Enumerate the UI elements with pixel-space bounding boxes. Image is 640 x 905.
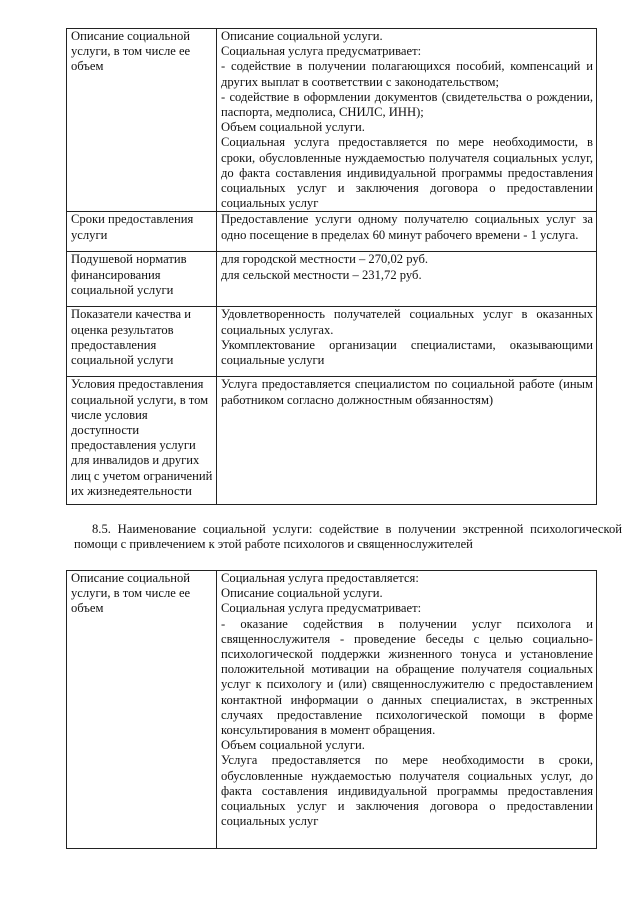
table-row [67, 571, 597, 849]
text-line: Социальная услуга предоставляется: [221, 571, 419, 585]
row-value [217, 571, 597, 849]
text-line: Социальная услуга предусматривает: [221, 44, 422, 59]
table-row [67, 307, 597, 377]
service-table-2 [66, 570, 597, 849]
row-value [217, 377, 597, 505]
text-line: Услуга предоставляется специалистом по социальной работе (иным работником согласно должностным обязанностям) [221, 377, 593, 407]
text-line: Социальная услуга предоставляется по мере необходимости, в сроки, обусловленные нуждаемостью получателя социальных услуг, до факта составления индивидуальной программы предоставления социальных услуг и заключения договора о предоставлении социальных услуг [221, 135, 593, 211]
section-heading: 8.5. Наименование социальной услуги: содействие в получении экстренной психологической помощи с привлечением к этой работе психологов и священнослужителей [74, 522, 622, 552]
row-label: Описание социальной услуги, в том числе ее объем [67, 29, 217, 212]
table-row [67, 212, 597, 252]
row-value [217, 212, 597, 252]
row-label: Подушевой норматив финансирования социальной услуги [67, 252, 217, 307]
text-line: Услуга предоставляется по мере необходимости в сроки, обусловленные нуждаемостью получателя социальных услуг, до факта составления индивидуальной программы предоставления социальных услуг и заключения договора о предоставлении социальных услуг [221, 753, 593, 829]
text-line: для городской местности – 270,02 руб. [221, 252, 429, 267]
table-row [67, 252, 597, 307]
text-line: Объем социальной услуги. [221, 120, 365, 135]
text-line: Предоставление услуги одному получателю социальных услуг за одно посещение в пределах 60 минут рабочего времени - 1 услуга. [221, 212, 593, 242]
service-table-1 [66, 28, 597, 505]
row-label: Описание социальной услуги, в том числе ее объем [67, 571, 217, 849]
row-value [217, 252, 597, 307]
row-label: Условия предоставления социальной услуги, в том числе условия доступности предоставления услуги для инвалидов и других лиц с учетом ограничений их жизнедеятельности [67, 377, 217, 505]
text-line: Описание социальной услуги. [221, 29, 383, 43]
text-line: Социальная услуга предусматривает: [221, 601, 422, 616]
table-row [67, 29, 597, 212]
text-line: Укомплектование организации специалистами, оказывающими социальные услуги [221, 337, 593, 368]
text-line: - содействие в получении полагающихся пособий, компенсаций и других выплат в соответствии с законодательством; [221, 59, 593, 89]
text-line: для сельской местности – 231,72 руб. [221, 267, 422, 282]
text-line: Удовлетворенность получателей социальных услуг в оказанных социальных услугах. [221, 307, 593, 337]
row-value [217, 29, 597, 212]
row-label: Сроки предоставления услуги [67, 212, 217, 252]
row-value [217, 307, 597, 377]
text-line: - оказание содействия в получении услуг психолога и священнослужителя - проведение беседы с целью социально-психологической поддержки жизненного тонуса и установление положительной мотивации на обращение получателя социальных услуг к психологу и (или) священнослужителю с предоставлением контактной информации о данных специалистах, в экстренных случаях предоставление психологической помощи в форме консультирования в момент обращения. [221, 616, 593, 738]
row-label: Показатели качества и оценка результатов предоставления социальной услуги [67, 307, 217, 377]
text-line: - содействие в оформлении документов (свидетельства о рождении, паспорта, медполиса, СНИЛС, ИНН); [221, 89, 593, 120]
table-row [67, 377, 597, 505]
text-line: Описание социальной услуги. [221, 586, 383, 601]
text-line: Объем социальной услуги. [221, 738, 365, 753]
